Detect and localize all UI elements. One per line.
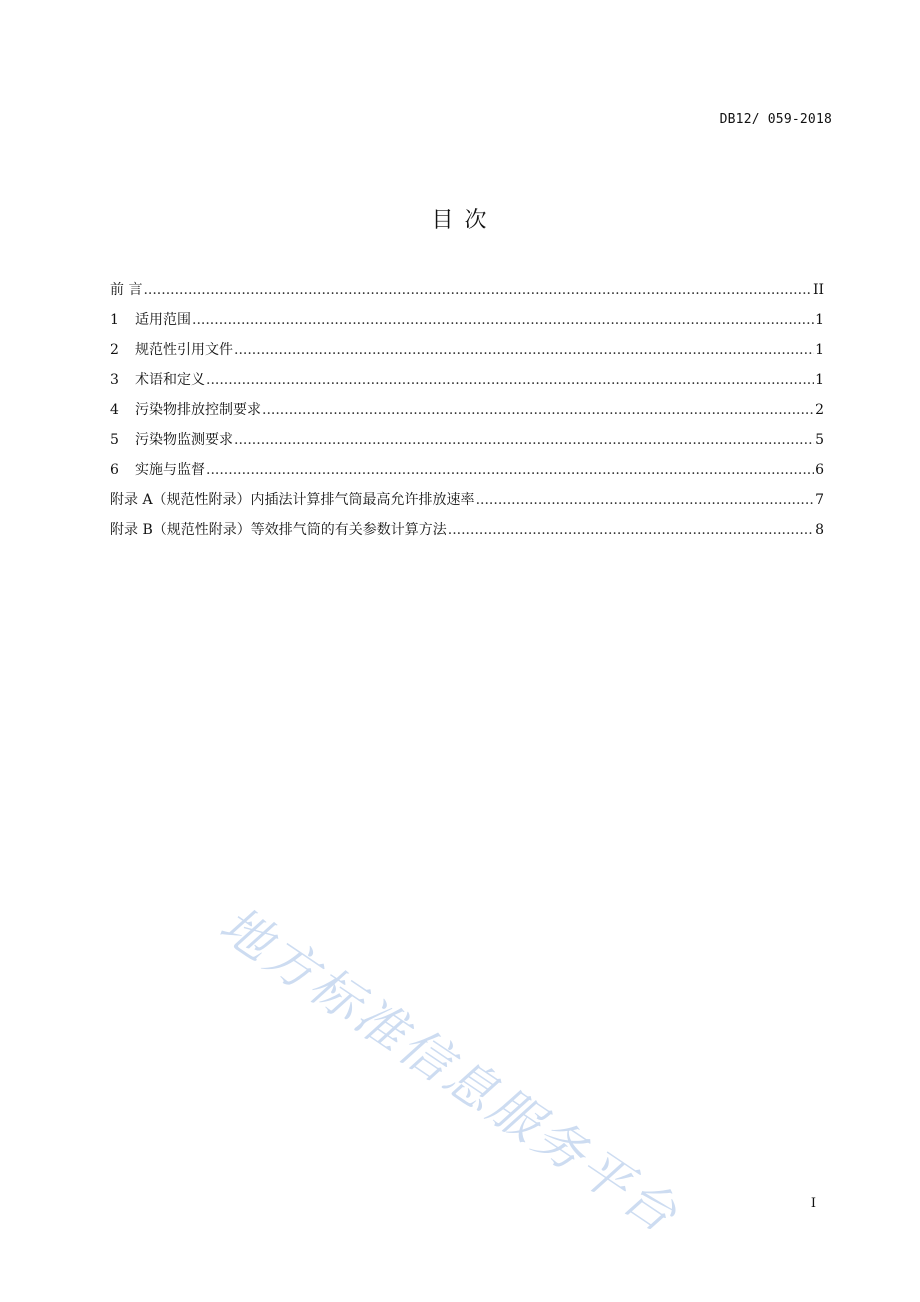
watermark: 地方标准信息服务平台 xyxy=(209,895,690,1246)
toc-entry-label: 污染物监测要求 xyxy=(135,432,233,448)
toc-leader-dots xyxy=(234,340,814,360)
toc-entry-page: 1 xyxy=(815,372,824,388)
toc-entry-terms-definitions[interactable] xyxy=(110,370,824,400)
toc-entry-page: 5 xyxy=(815,432,824,448)
toc-entry-page: 2 xyxy=(815,402,824,418)
toc-entry-page: 8 xyxy=(815,522,824,538)
toc-leader-dots xyxy=(192,310,814,330)
document-code: DB12/ 059-2018 xyxy=(719,112,832,127)
toc-entry-number: 4 xyxy=(110,402,119,418)
toc-leader-dots xyxy=(448,520,814,540)
toc-entry-emission-control[interactable] xyxy=(110,400,824,430)
toc-entry-appendix-b[interactable] xyxy=(110,520,824,550)
toc-entry-page: 1 xyxy=(815,312,824,328)
toc-entry-number: 1 xyxy=(110,312,119,328)
toc-entry-label: 术语和定义 xyxy=(135,372,205,388)
toc-entry-monitoring[interactable] xyxy=(110,430,824,460)
toc-leader-dots xyxy=(143,280,811,300)
toc-entry-scope[interactable] xyxy=(110,310,824,340)
toc-entry-number: 6 xyxy=(110,462,119,478)
toc-entry-number: 2 xyxy=(110,342,119,358)
toc-leader-dots xyxy=(476,490,815,510)
toc-entry-normative-references[interactable] xyxy=(110,340,824,370)
toc-entry-page: II xyxy=(812,282,824,298)
toc-entry-implementation[interactable] xyxy=(110,460,824,490)
toc-entry-number: 5 xyxy=(110,432,119,448)
page-number: I xyxy=(810,1196,816,1211)
table-of-contents xyxy=(110,280,824,550)
toc-entry-label: 附录 A（规范性附录）内插法计算排气筒最高允许排放速率 xyxy=(110,492,475,508)
toc-leader-dots xyxy=(234,430,814,450)
toc-leader-dots xyxy=(206,460,814,480)
toc-leader-dots xyxy=(206,370,814,390)
toc-entry-label: 规范性引用文件 xyxy=(135,342,233,358)
toc-entry-page: 6 xyxy=(815,462,824,478)
toc-entry-foreword[interactable] xyxy=(110,280,824,310)
toc-entry-label: 污染物排放控制要求 xyxy=(135,402,261,418)
toc-entry-label: 附录 B（规范性附录）等效排气筒的有关参数计算方法 xyxy=(110,522,447,538)
toc-entry-number: 3 xyxy=(110,372,119,388)
toc-entry-page: 1 xyxy=(815,342,824,358)
toc-entry-appendix-a[interactable] xyxy=(110,490,824,520)
toc-entry-label: 实施与监督 xyxy=(135,462,205,478)
toc-leader-dots xyxy=(262,400,814,420)
toc-entry-label: 适用范围 xyxy=(135,312,191,328)
toc-title: 目 次 xyxy=(431,208,489,233)
toc-entry-label: 前 言 xyxy=(110,282,143,298)
toc-entry-page: 7 xyxy=(815,492,824,508)
